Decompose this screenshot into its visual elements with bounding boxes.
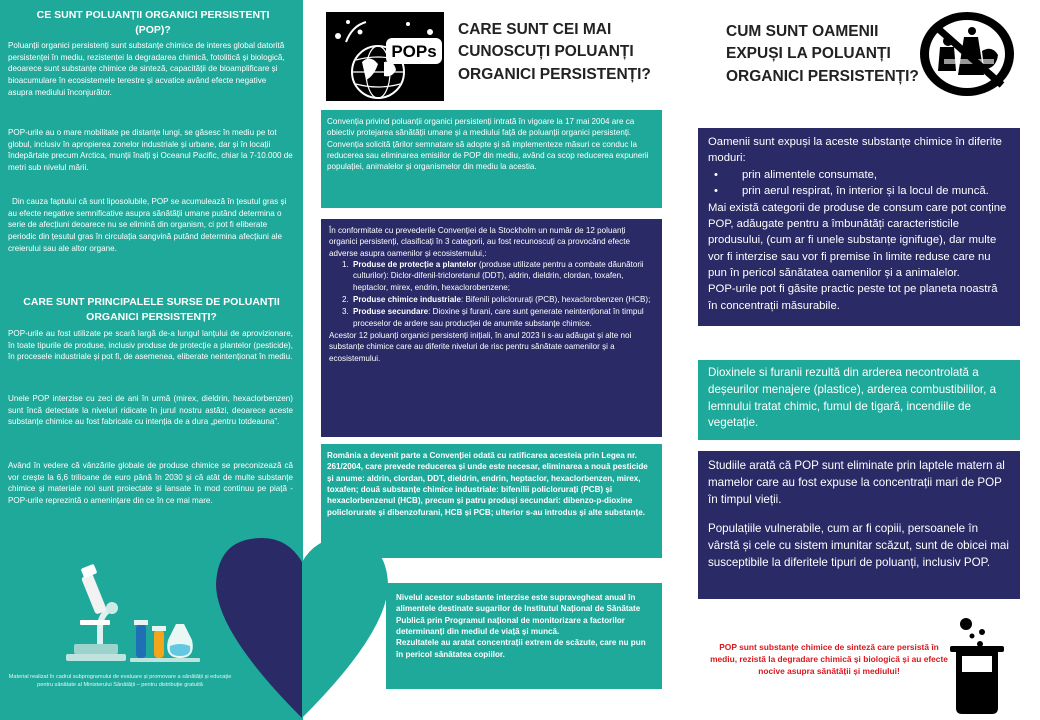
title-how-exposed: CUM SUNT OAMENII EXPUȘI LA POLUANȚI ORGANICI PERSISTENȚI? bbox=[726, 23, 919, 85]
heart-icon bbox=[212, 532, 392, 720]
pops-globe-logo bbox=[326, 12, 444, 101]
category-item bbox=[351, 306, 654, 329]
category-text: : Dioxine și furani, care sunt generate neintenționat în timpul proceselor de ardere sau producției de anumite substanțe chimice. bbox=[353, 307, 644, 328]
left-paragraph-2: POP-urile au o mare mobilitate pe distanțe lungi, se găsesc în mediu pe tot globul, inclusiv în apropierea zonelor industriale și urbane, dar și în locații îndepărtate precum Arctica, munții înalți și Oceanul Pacific, chiar la 7-10.000 de metri sub nivelul mării. bbox=[8, 128, 293, 173]
exposure-item: • prin alimentele consumate, bbox=[708, 167, 1010, 183]
left-paragraph-4: POP-urile au fost utilizate pe scară largă de-a lungul lanțului de aprovizionare, în toate tipurile de produse, inclusiv produse de protecție a plantelor (pesticide), în procesele industriale și pot fi, de asemenea, eliberate neintenționat în mediu. bbox=[8, 329, 293, 362]
twelve-pop-box bbox=[321, 219, 662, 437]
exposure-ways-box bbox=[698, 128, 1020, 326]
consumer-products-paragraph: Mai există categorii de produse de consum care pot conține POP, adăugate pentru a îmbunătăți caracteristicile produsului, (cum ar fi unele substanțe ignifuge), dar multe vor fi interzise sau vor fi premise în limite reduse care nu pun în pericol sănătatea oamenilor și a animalelor. bbox=[708, 201, 1007, 279]
breast-milk-box bbox=[698, 451, 1020, 599]
spacer bbox=[708, 508, 1010, 521]
pop-categories-list bbox=[351, 259, 654, 329]
microscope-illustration-icon bbox=[60, 558, 210, 670]
twelve-pop-intro: În conformitate cu prevederile Convenției de la Stockholm un număr de 12 poluanți organici persistenți, clasificați în 3 categorii, au fost recunoscuți ca provocând efecte adverse asupra oamenilor și ecosistemului,: bbox=[329, 226, 630, 258]
romania-paragraph: România a devenit parte a Convenției odată cu ratificarea acesteia prin Legea nr. 261/2004, care prevede reducerea și unde este necesar, eliminarea a nouă pesticide și anume: aldrin, clordan, DDT, dieldrin, endrin, heptaclor, hexaclorbenzen, mirex, toxafen; două substanțe chimice industriale: bifenilii policlorurați (PCB) și hexaclorbenzenul (HCB), precum și patru produși secundari: dibenzo-p-dioxine policlorurate și dibenzofurani, HCB și PCB; ulterior s-au introdus și alte substanțe. bbox=[327, 451, 648, 517]
exposure-intro: Oamenii sunt expuși la aceste substanțe chimice în diferite moduri: bbox=[708, 136, 1002, 165]
monitoring-box bbox=[386, 583, 662, 689]
vulnerable-populations-paragraph: Populațiile vulnerabile, cum ar fi copiii, persoanele în vârstă și cele cu sistem imunitar scăzut, sunt de obicei mai susceptibile la diferitele tipuri de poluanți, inclusiv POP. bbox=[708, 522, 1009, 569]
heading-what-are-pop: CE SUNT POLUANȚII ORGANICI PERSISTENȚI (POP)? bbox=[36, 9, 270, 37]
category-text: : Bifenili policlorurați (PCB), hexaclorobenzen (HCB); bbox=[460, 294, 651, 304]
category-title: Produse de protecție a plantelor bbox=[353, 259, 477, 269]
pops-logo-text: POPs bbox=[391, 42, 437, 61]
dioxins-paragraph: Dioxinele si furanii rezultă din arderea necontrolată a deșeurilor menajere (plastice), arderea combustibililor, a lemnului tratat chimic, fumul de tigară, incendiile de vegetație. bbox=[708, 366, 997, 430]
left-paragraph-5: Unele POP interzise cu zeci de ani în urmă (mirex, dieldrin, hexaclorbenzen) sunt încă detectate la niveluri ridicate în jurul nostru astăzi, deoarece aceste substanțe chimice au fost fabricate cu intenția de a dura „pentru totdeauna”. bbox=[8, 394, 293, 427]
no-chemicals-sign-icon bbox=[918, 11, 1016, 97]
category-item bbox=[351, 294, 654, 305]
exposure-list bbox=[708, 167, 1010, 200]
left-paragraph-3: Din cauza faptului că sunt liposolubile, POP se acumulează în țesutul gras și au efecte negative semnificative asupra sănătății umane putând determina o serie de afecțiuni deoarece nu se elimină din organism, ci pot fi eliberate periodic din țesutul gras în circulația sangvină putând determina afecțiuni ale creierului sau ale altor organe. bbox=[8, 197, 287, 253]
breast-milk-paragraph: Studiile arată că POP sunt eliminate prin laptele matern al mamelor care au fost expuse la concentrații mari de POP în timpul vieții. bbox=[708, 459, 1005, 506]
category-item bbox=[351, 259, 654, 293]
heading-main-sources: CARE SUNT PRINCIPALELE SURSE DE POLUANȚII ORGANICI PERSISTENȚI? bbox=[23, 296, 280, 324]
warning-text: POP sunt substanțe chimice de sinteză care persistă în mediu, rezistă la degradare chimică și biologică și au efecte nocive asupra sănătății și mediului! bbox=[710, 642, 948, 676]
pop-everywhere-paragraph: POP-urile pot fi găsite practic peste tot pe planeta noastră în concentrații măsurabile. bbox=[708, 283, 998, 312]
category-title: Produse chimice industriale bbox=[353, 294, 461, 304]
left-footer-note: Material realizat în cadrul subprogramului de evaluare și promovare a sănătății și educație pentru sănătate al Ministerului Sănătății – pentru distribuție gratuită bbox=[8, 674, 232, 688]
left-paragraph-6: Având în vedere că vânzările globale de produse chimice se preconizează că vor crește la 6,6 trilioane de euro până în 2030 și că atât de multe substanțe chimice și materiale noi sunt proiectate și lansate în mod continuu pe piață - POP-urile reprezintă o amenințare din ce în ce mai mare. bbox=[8, 461, 293, 506]
stockholm-convention-box bbox=[321, 110, 662, 208]
monitoring-paragraph: Nivelul acestor substante interzise este supravegheat anual în alimentele destinate sugarilor de Institutul Național de Sănătate Publică prin Programul național de monitorizare a factorilor determinanți din mediul de viață și muncă. bbox=[396, 593, 641, 636]
left-paragraph-1: Poluanții organici persistenți sunt substanțe chimice de interes global datorită persistenței în mediu, rezistenței la degradarea chimică, fotolitică și biologică, deoarece sunt substanțe chimice de sinteză, capacității de bioamplificare și bioacumulare în ecosistemele terestre și acvatice având efecte negative asupra mediului înconjurător. bbox=[8, 41, 285, 97]
beaker-icon bbox=[944, 616, 1016, 716]
title-most-known-pop: CARE SUNT CEI MAI CUNOSCUȚI POLUANȚI ORGANICI PERSISTENȚI? bbox=[458, 21, 651, 83]
exposure-item: • prin aerul respirat, în interior și la locul de muncă. bbox=[708, 183, 1010, 199]
convention-paragraph-2: Convenția solicită țărilor semnatare să adopte și să implementeze măsuri ce conduc la reducerea sau eliminarea emisiilor de POP din mediu, având ca scop reducerea expunerii populației, animalelor și organismelor din mediu la acestia. bbox=[327, 139, 649, 172]
category-text: (produse utilizate pentru a combate dăunătorii culturilor): Diclor-difenil-tricloretanul (DDT), aldrin, dieldrin, clordan, toxafen, heptaclor, mirex, endrin, hexaclorobenzene; bbox=[353, 259, 644, 292]
twelve-pop-outro: Acestor 12 poluanți organici persistenți inițiali, în anul 2023 li s-au adăugat și alte noi substanțe chimice care au diferite niveluri de risc pentru sănătate oamenilor și a ecosistemului. bbox=[329, 330, 632, 363]
monitoring-results: Rezultatele au aratat concentrații extrem de scăzute, care nu pun în pericol sănătatea copiilor. bbox=[396, 638, 646, 659]
category-title: Produse secundare bbox=[353, 307, 429, 317]
dioxins-furans-box bbox=[698, 360, 1020, 440]
convention-paragraph-1: Convenția privind poluanții organici persistenți intrată în vigoare la 17 mai 2004 are ca obiectiv protejarea sănătății umane și a mediului față de poluanții organici persistenți. bbox=[327, 117, 635, 138]
